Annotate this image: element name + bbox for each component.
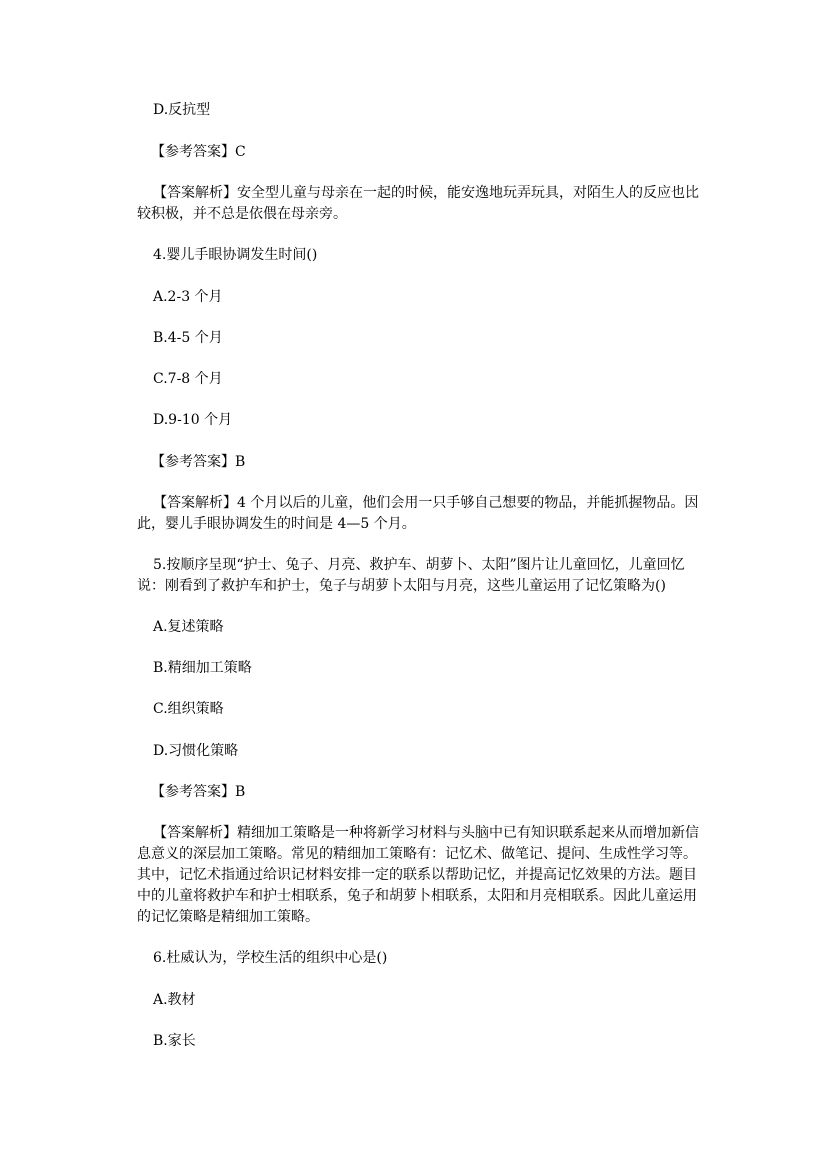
q5-option-a: A.复述策略 (153, 619, 224, 635)
q5-option-b: B.精细加工策略 (153, 660, 252, 676)
q3-analysis: 【答案解析】安全型儿童与母亲在一起的时候，能安逸地玩弄玩具，对陌生人的反应也比较积极，并不总是依偎在母亲旁。 (137, 185, 699, 222)
q5-analysis: 【答案解析】精细加工策略是一种将新学习材料与头脑中已有知识联系起来从而增加新信息意义的深层加工策略。常见的精细加工策略有：记忆术、做笔记、提问、生成性学习等。其中，记忆术指通过给识记材料安排一定的联系以帮助记忆，并提高记忆效果的方法。题目中的儿童将救护车和护士相联系，兔子和胡萝卜相联系，太阳和月亮相联系。因此儿童运用的记忆策略是精细加工策略。 (137, 825, 699, 925)
q4-option-b: B.4-5 个月 (153, 330, 223, 346)
q5-option-c: C.组织策略 (153, 701, 224, 717)
q6-option-a: A.教材 (153, 992, 196, 1008)
q3-option-d: D.反抗型 (153, 102, 211, 118)
q6-option-b: B.家长 (153, 1033, 196, 1049)
q4-option-c: C.7-8 个月 (153, 371, 223, 387)
q4-question: 4.婴儿手眼协调发生时间() (153, 247, 318, 263)
q4-option-a: A.2-3 个月 (153, 289, 223, 305)
q4-answer: 【参考答案】B (151, 454, 246, 470)
q5-question: 5.按顺序呈现“护士、兔子、月亮、救护车、胡萝卜、太阳”图片让儿童回忆，儿童回忆说：刚看到了救护车和护士，兔子与胡萝卜太阳与月亮，这些儿童运用了记忆策略为() (137, 557, 685, 594)
q5-answer: 【参考答案】B (151, 784, 246, 800)
q4-analysis: 【答案解析】4 个月以后的儿童，他们会用一只手够自己想要的物品，并能抓握物品。因此，婴儿手眼协调发生的时间是 4—5 个月。 (137, 495, 699, 532)
q6-question: 6.杜威认为，学校生活的组织中心是() (153, 950, 388, 966)
q4-option-d: D.9-10 个月 (153, 412, 233, 428)
q5-option-d: D.习惯化策略 (153, 743, 239, 759)
q3-answer: 【参考答案】C (151, 144, 246, 160)
